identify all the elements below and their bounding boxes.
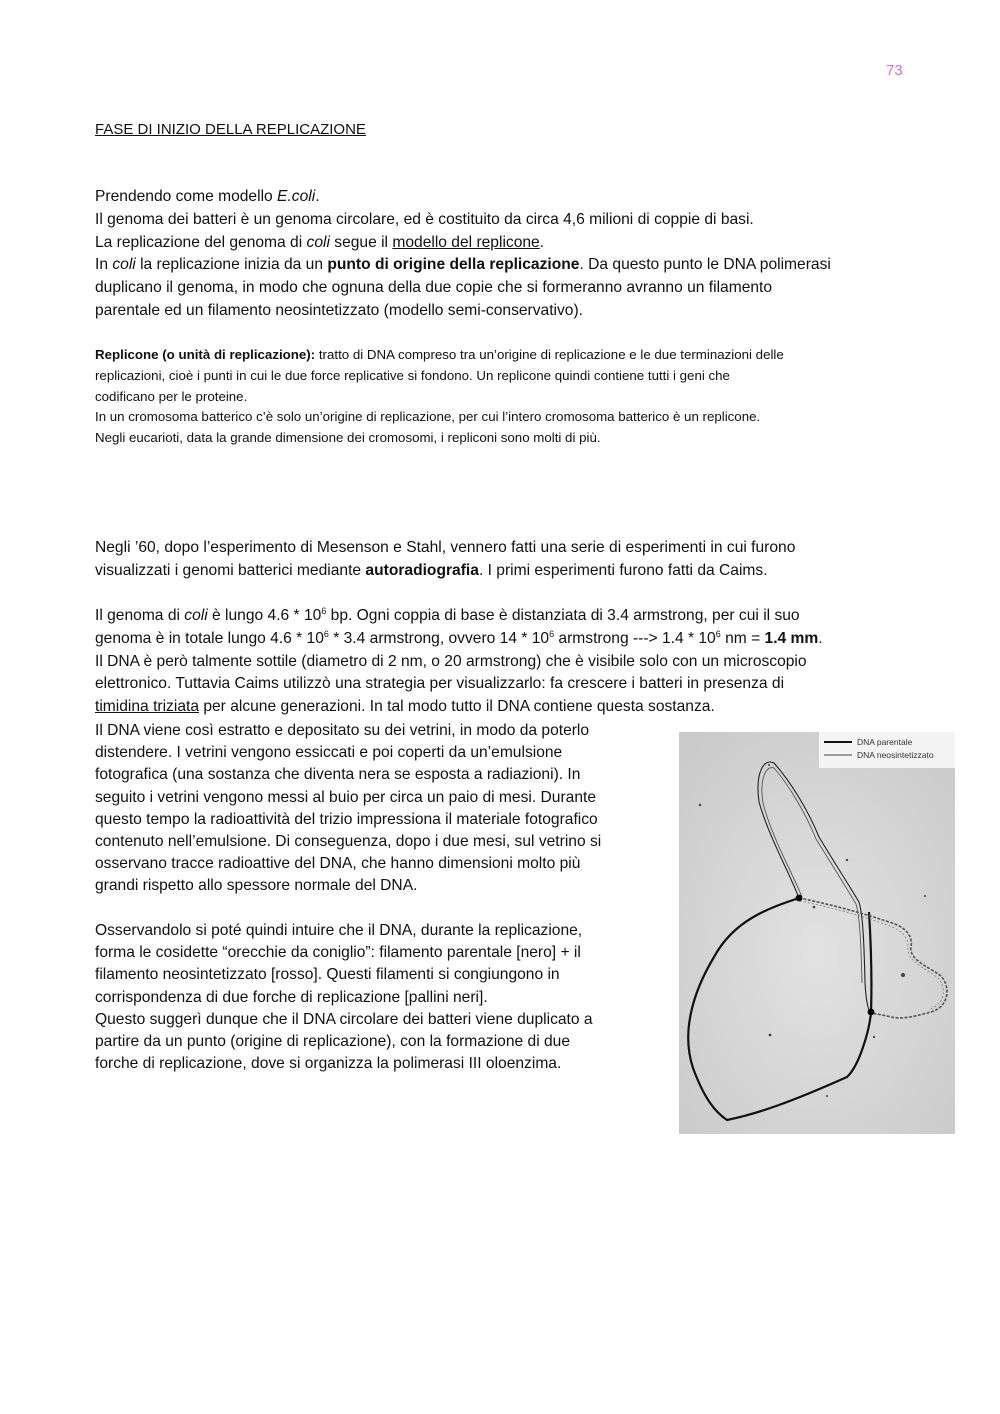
- figure-background: [679, 732, 955, 1134]
- definition-term: Replicone (o unità di replicazione):: [95, 347, 316, 362]
- conclusion-paragraph: [95, 920, 593, 1075]
- autoradiography-term: autoradiografia: [365, 561, 479, 579]
- p3-line-4: elettronico. Tuttavia Caims utilizzò una strategia per visualizzarlo: fa crescere i batteri in presenza di: [95, 675, 785, 693]
- p4-line-1: Il DNA viene così estratto e depositato su dei vetrini, in modo da poterlo: [95, 722, 590, 739]
- intro-line-2: Il genoma dei batteri è un genoma circolare, ed è costituito da circa 4,6 milioni di coppie di basi.: [95, 210, 754, 228]
- length-result: 1.4 mm: [764, 629, 819, 647]
- page-number: 73: [886, 62, 903, 79]
- intro-line-3: La replicazione del genoma di coli segue il modello del replicone.: [95, 233, 545, 251]
- p5-line-2: forma le cosidette “orecchie da coniglio”: filamento parentale [nero] + il: [95, 944, 581, 962]
- p4-line-3: fotografica (una sostanza che diventa nera se esposta a radiazioni). In: [95, 766, 581, 784]
- legend-new-label: DNA neosintetizzato: [857, 750, 934, 760]
- p4-line-8: grandi rispetto allo spessore normale del DNA.: [95, 877, 418, 895]
- intro-line-6: parentale ed un filamento neosintetizzato (modello semi-conservativo).: [95, 301, 583, 319]
- procedure-paragraph: [95, 720, 601, 898]
- p4-line-6: contenuto nell’emulsione. Di conseguenza, dopo i due mesi, sul vetrino si: [95, 833, 602, 851]
- p5-line-7: forche di replicazione, dove si organizza la polimerasi III oloenzima.: [95, 1055, 562, 1073]
- definition-line-4: In un cromosoma batterico c’è solo un’origine di replicazione, per cui l’intero cromosoma batterico è un replicone.: [95, 409, 761, 425]
- genome-length-paragraph: [95, 605, 823, 719]
- replicon-definition: [95, 345, 784, 449]
- intro-line-5: duplicano il genoma, in modo che ognuna della due copie che si formeranno avranno un filamento: [95, 279, 773, 297]
- p4-line-4: seguito i vetrini vengono messi al buio per circa un paio di mesi. Durante: [95, 788, 596, 806]
- p5-line-6: partire da un punto (origine di replicazione), con la formazione di due: [95, 1033, 571, 1051]
- replicon-model-term: modello del replicone: [392, 233, 540, 251]
- definition-line-5: Negli eucarioti, data la grande dimensione dei cromosomi, i repliconi sono molti di più.: [95, 430, 601, 446]
- definition-line-1: Replicone (o unità di replicazione): tratto di DNA compreso tra un’origine di replicazione e le due terminazioni delle: [95, 347, 784, 362]
- intro-paragraph: [95, 186, 831, 323]
- legend-parental-label: DNA parentale: [857, 737, 913, 747]
- definition-line-2: replicazioni, cioè i punti in cui le due force replicative si fondono. Un replicone quindi contiene tutti i geni che: [95, 367, 730, 383]
- intro-line-4: In coli la replicazione inizia da un punto di origine della replicazione. Da questo punto le DNA polimerasi: [95, 256, 831, 274]
- tritiated-thymidine-term: timidina triziata: [95, 698, 199, 716]
- p4-line-5: questo tempo la radioattività del trizio impressiona il materiale fotografico: [95, 810, 598, 828]
- origin-term: punto di origine della replicazione: [327, 256, 580, 274]
- p4-line-2: distendere. I vetrini vengono essiccati e poi coperti da un’emulsione: [95, 744, 563, 762]
- autoradiography-paragraph: [95, 537, 795, 583]
- intro-line-1: Prendendo come modello E.coli.: [95, 188, 320, 205]
- p3-line-5: timidina triziata per alcune generazioni. In tal modo tutto il DNA contiene questa sostanza.: [95, 698, 715, 716]
- definition-line-3: codificano per le proteine.: [95, 388, 248, 404]
- p3-line-3: Il DNA è però talmente sottile (diametro di 2 nm, o 20 armstrong) che è visibile solo con un microscopio: [95, 652, 807, 670]
- section-heading: FASE DI INIZIO DELLA REPLICAZIONE: [95, 121, 366, 138]
- p4-line-7: osservano tracce radioattive del DNA, che hanno dimensioni molto più: [95, 855, 581, 873]
- autoradiograph-figure: [679, 732, 955, 1134]
- p3-line-1: Il genoma di coli è lungo $4.6 * 10^6$ bp. Ogni coppia di base è distanziata di 3.4 armstrong, per cui il suo: [95, 606, 800, 624]
- p5-line-4: corrispondenza di due forche di replicazione [pallini neri].: [95, 988, 488, 1006]
- p2-line-1: Negli ’60, dopo l’esperimento di Mesenson e Stahl, vennero fatti una serie di esperimenti in cui furono: [95, 539, 796, 556]
- p2-line-2: visualizzati i genomi batterici mediante autoradiografia. I primi esperimenti furono fatti da Caims.: [95, 561, 768, 579]
- p5-line-3: filamento neosintetizzato [rosso]. Questi filamenti si congiungono in: [95, 966, 560, 984]
- replication-fork-upper: [796, 895, 803, 902]
- p5-line-5: Questo suggerì dunque che il DNA circolare dei batteri viene duplicato a: [95, 1010, 593, 1028]
- p5-line-1: Osservandolo si poté quindi intuire che il DNA, durante la replicazione,: [95, 922, 583, 939]
- replication-fork-lower: [868, 1009, 875, 1016]
- p3-line-2: genoma è in totale lungo $4.6 * 10^6 * 3.4$ armstrong, ovvero $14 * 10^6$ armstrong ---> $1.4 * 10^6$ nm = 1.4 mm.: [95, 628, 823, 647]
